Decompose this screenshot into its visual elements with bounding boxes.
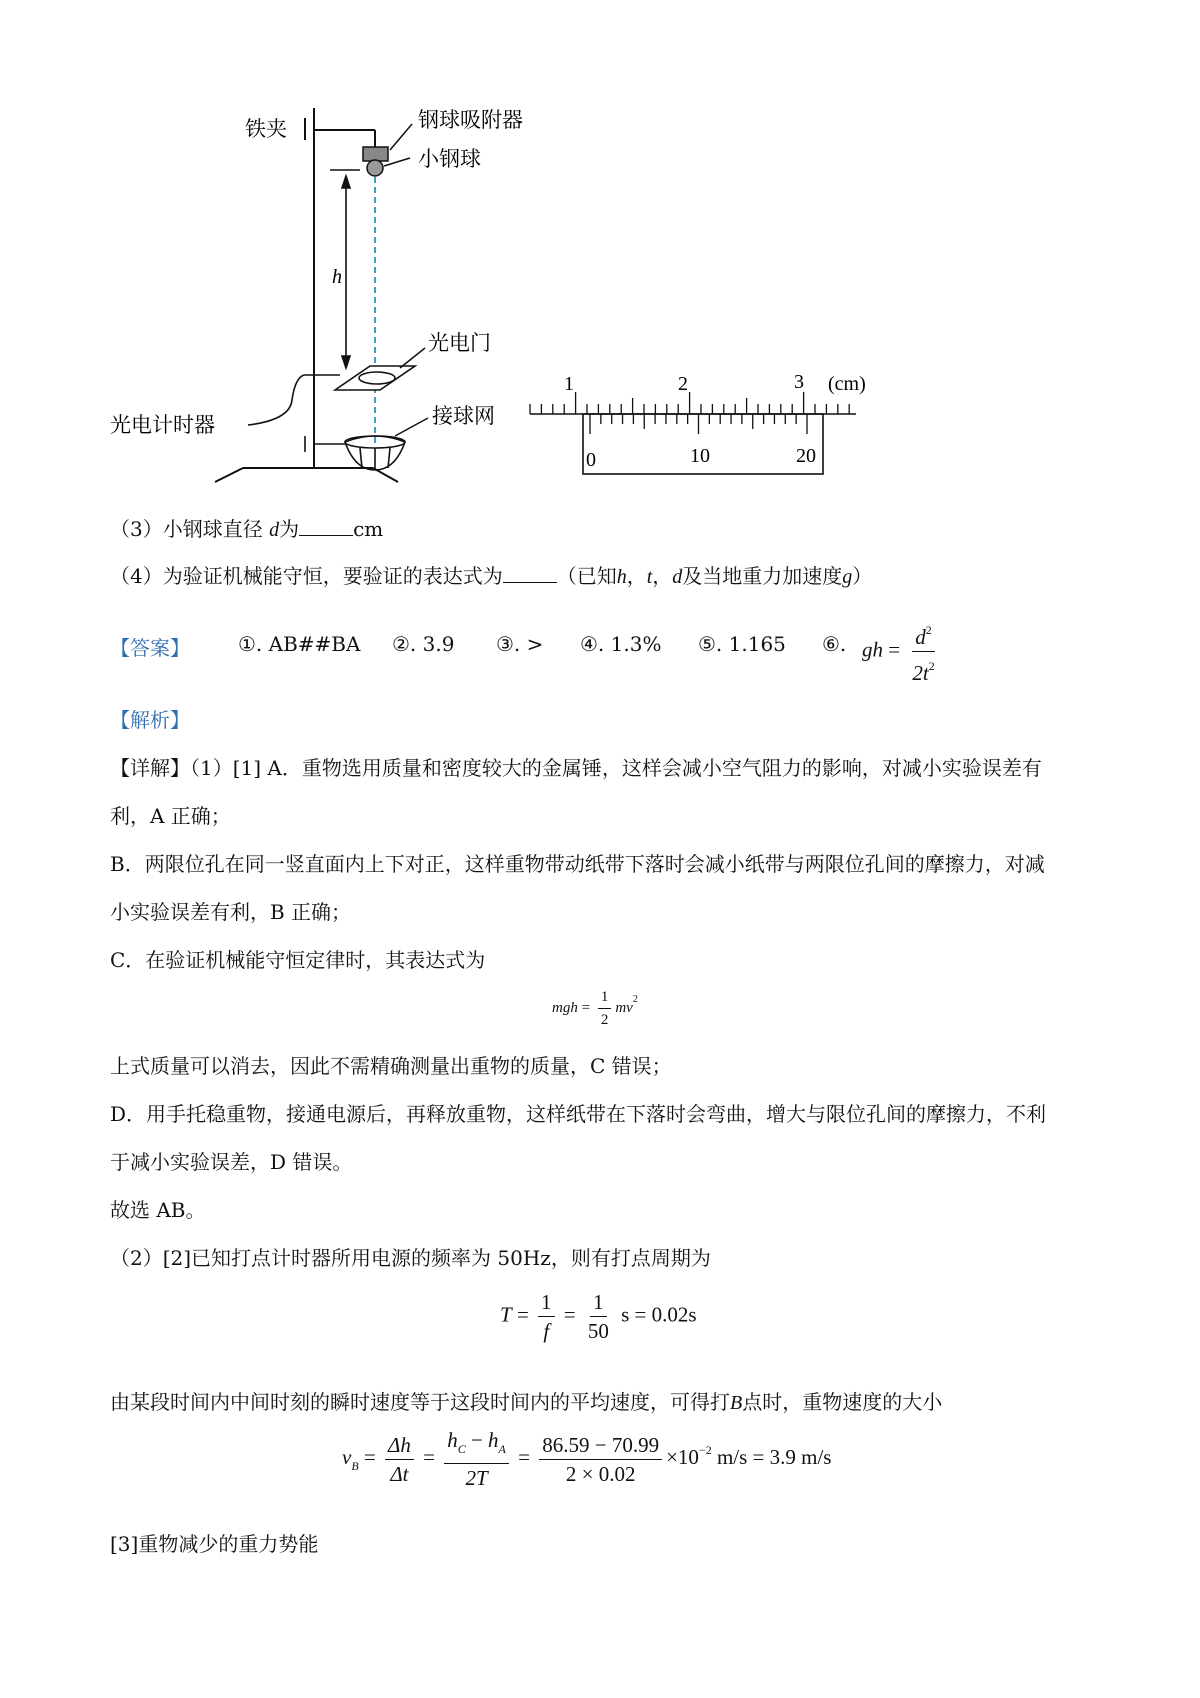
eq1-eq: = xyxy=(581,999,591,1016)
vernier-caliper xyxy=(530,371,866,474)
analysis-p2a: B．两限位孔在同一竖直面内上下对正，这样重物带动纸带下落时会减小纸带与两限位孔间的摩擦力，对减 xyxy=(110,852,1045,876)
eq6-den-sup: 2 xyxy=(928,659,935,673)
q4-suffix-b: 及当地重力加速度 xyxy=(682,564,843,588)
answer-6: ⑥. xyxy=(822,632,847,656)
q3-suffix: cm xyxy=(353,517,384,541)
eq3-f2-ha-sub: C xyxy=(457,1442,466,1456)
eq2-lhs: T xyxy=(500,1302,512,1327)
q4-suffix-a: （已知 xyxy=(556,564,617,588)
main-scale-ticks xyxy=(530,392,849,414)
analysis-p4: 上式质量可以消去，因此不需精确测量出重物的质量，C 错误； xyxy=(110,1054,672,1078)
eq2-eq2: = xyxy=(563,1302,576,1327)
vernier-label-0: 0 xyxy=(586,449,596,471)
eq6-fraction xyxy=(909,618,937,685)
timer-label: 光电计时器 xyxy=(110,413,215,437)
caliper-unit: (cm) xyxy=(828,373,866,395)
p8-var: B xyxy=(730,1392,743,1414)
answer-5: ⑤. 1.165 xyxy=(698,632,786,656)
question-4 xyxy=(110,562,872,591)
q3-prefix: （3）小钢球直径 xyxy=(110,517,263,541)
eq3-lhs: v xyxy=(342,1444,352,1469)
analysis-p5b: 于减小实验误差，D 错误。 xyxy=(110,1150,353,1174)
analysis-p2b: 小实验误差有利，B 正确； xyxy=(110,900,352,924)
eq3-fraction-2 xyxy=(444,1428,509,1490)
main-scale-label-1: 1 xyxy=(564,373,574,395)
steel-ball xyxy=(367,160,383,176)
eq3-f3-den: 2 × 0.02 xyxy=(565,1461,636,1486)
answer-2: ②. 3.9 xyxy=(392,632,455,656)
analysis-p8 xyxy=(110,1388,942,1417)
p8-b: 点时，重物速度的大小 xyxy=(742,1390,943,1414)
eq2-eq1: = xyxy=(516,1302,529,1327)
answer-3: ③. > xyxy=(496,632,544,656)
answer-label: 【答案】 xyxy=(110,636,190,660)
eq2-fraction-1 xyxy=(538,1290,555,1343)
q3-mid: 为 xyxy=(279,517,300,541)
eq6-eq: = xyxy=(888,637,901,662)
eq2-f2-num: 1 xyxy=(590,1290,607,1317)
eq1-num: 1 xyxy=(598,988,612,1009)
ball-holder xyxy=(363,147,388,161)
p8-a: 由某段时间内中间时刻的瞬时速度等于这段时间内的平均速度，可得打 xyxy=(110,1390,730,1414)
eq3-rhs: m/s = 3.9 m/s xyxy=(716,1444,832,1469)
analysis-p5a: D．用手托稳重物，接通电源后，再释放重物，这样纸带在下落时会弯曲，增大与限位孔间的摩擦力，不利 xyxy=(110,1102,1047,1126)
analysis-p1a: 【详解】（1）[1] A．重物选用质量和密度较大的金属锤，这样会减小空气阻力的影响，对减小实验误差有 xyxy=(110,756,1042,780)
answer-1: ①. AB##BA xyxy=(238,632,361,656)
eq1-lhs: mgh xyxy=(552,999,578,1016)
eq3-f2-minus: − xyxy=(470,1428,483,1452)
eq2-rhs: s = 0.02s xyxy=(621,1302,697,1327)
photogate xyxy=(335,366,415,390)
eq3-eq1: = xyxy=(363,1444,376,1469)
eq1-den: 2 xyxy=(600,1012,609,1028)
q4-var-g: g xyxy=(842,566,853,588)
q4-var-t: t xyxy=(646,566,653,588)
eq3-f2-den: 2T xyxy=(465,1466,488,1490)
analysis-p1b: 利，A 正确； xyxy=(110,804,231,828)
q4-sep2: ， xyxy=(652,564,673,588)
vernier-label-20: 20 xyxy=(796,445,816,467)
vernier-scale-ticks xyxy=(590,414,807,434)
q3-answer-blank[interactable] xyxy=(299,517,353,536)
eq3-f3-num: 86.59 − 70.99 xyxy=(539,1433,662,1460)
eq6-lhs: gh xyxy=(862,637,883,662)
analysis-p9: [3]重物减少的重力势能 xyxy=(110,1532,319,1556)
eq3-eq2: = xyxy=(423,1444,435,1469)
answer-row xyxy=(110,623,1010,685)
experiment-figure xyxy=(0,0,1200,500)
q4-answer-blank[interactable] xyxy=(503,564,557,583)
eq1-sup: 2 xyxy=(632,993,638,1005)
eq1-fraction xyxy=(598,988,612,1029)
eq3-fraction-3 xyxy=(539,1433,662,1486)
main-scale-label-3: 3 xyxy=(794,371,804,393)
eq6-den: 2t xyxy=(912,661,929,685)
steel-ball-label: 小钢球 xyxy=(418,147,481,171)
analysis-p3: C．在验证机械能守恒定律时，其表达式为 xyxy=(110,948,486,972)
q4-var-h: h xyxy=(616,566,627,588)
eq3-f2-ha: h xyxy=(447,1428,458,1452)
eq2-f1-den: f xyxy=(543,1319,550,1343)
eq3-times: ×10 xyxy=(666,1444,699,1469)
equation-energy xyxy=(552,988,638,1029)
eq2-f2-den: 50 xyxy=(587,1319,609,1343)
eq6-num: d xyxy=(915,625,926,649)
timer-cable xyxy=(248,375,340,425)
eq3-f2-hb: h xyxy=(488,1428,499,1452)
eq3-exp: −2 xyxy=(698,1442,712,1457)
q4-var-d: d xyxy=(672,566,683,588)
ball-net-label: 接球网 xyxy=(432,404,495,428)
answer-6-equation xyxy=(862,618,942,685)
photogate-label: 光电门 xyxy=(428,331,491,355)
q4-end: ） xyxy=(852,564,873,588)
stand-arm xyxy=(305,118,375,147)
q3-var: d xyxy=(269,519,280,541)
eq6-num-sup: 2 xyxy=(925,623,932,637)
answer-4: ④. 1.3% xyxy=(580,632,662,656)
height-label: h xyxy=(332,266,342,288)
eq3-fraction-1 xyxy=(385,1433,414,1486)
analysis-p6: 故选 AB。 xyxy=(110,1198,206,1222)
ball-holder-label: 钢球吸附器 xyxy=(418,108,523,132)
eq3-eq3: = xyxy=(518,1444,530,1469)
eq2-f1-num: 1 xyxy=(538,1290,555,1317)
vernier-label-10: 10 xyxy=(690,445,710,467)
q4-sep1: ， xyxy=(626,564,647,588)
q4-prefix: （4）为验证机械能守恒，要验证的表达式为 xyxy=(110,564,503,588)
eq1-rhs: mv xyxy=(615,999,633,1016)
photogate-pointer xyxy=(400,348,425,368)
equation-velocity xyxy=(342,1428,831,1490)
eq3-f2-hb-sub: A xyxy=(498,1442,506,1456)
eq3-f1-num: Δh xyxy=(385,1433,414,1460)
analysis-p7: （2）[2]已知打点计时器所用电源的频率为 50Hz，则有打点周期为 xyxy=(110,1246,711,1270)
question-3 xyxy=(110,515,383,544)
iron-clamp-label: 铁夹 xyxy=(245,117,287,141)
equation-period xyxy=(500,1290,697,1343)
net-holder xyxy=(305,436,405,470)
net-pointer xyxy=(395,418,428,436)
eq3-f1-den: Δt xyxy=(390,1461,409,1486)
analysis-label: 【解析】 xyxy=(110,708,190,732)
eq3-lhs-sub: B xyxy=(351,1458,359,1473)
eq2-fraction-2 xyxy=(585,1290,612,1343)
holder-pointer xyxy=(390,124,412,150)
main-scale-label-2: 2 xyxy=(678,373,688,395)
